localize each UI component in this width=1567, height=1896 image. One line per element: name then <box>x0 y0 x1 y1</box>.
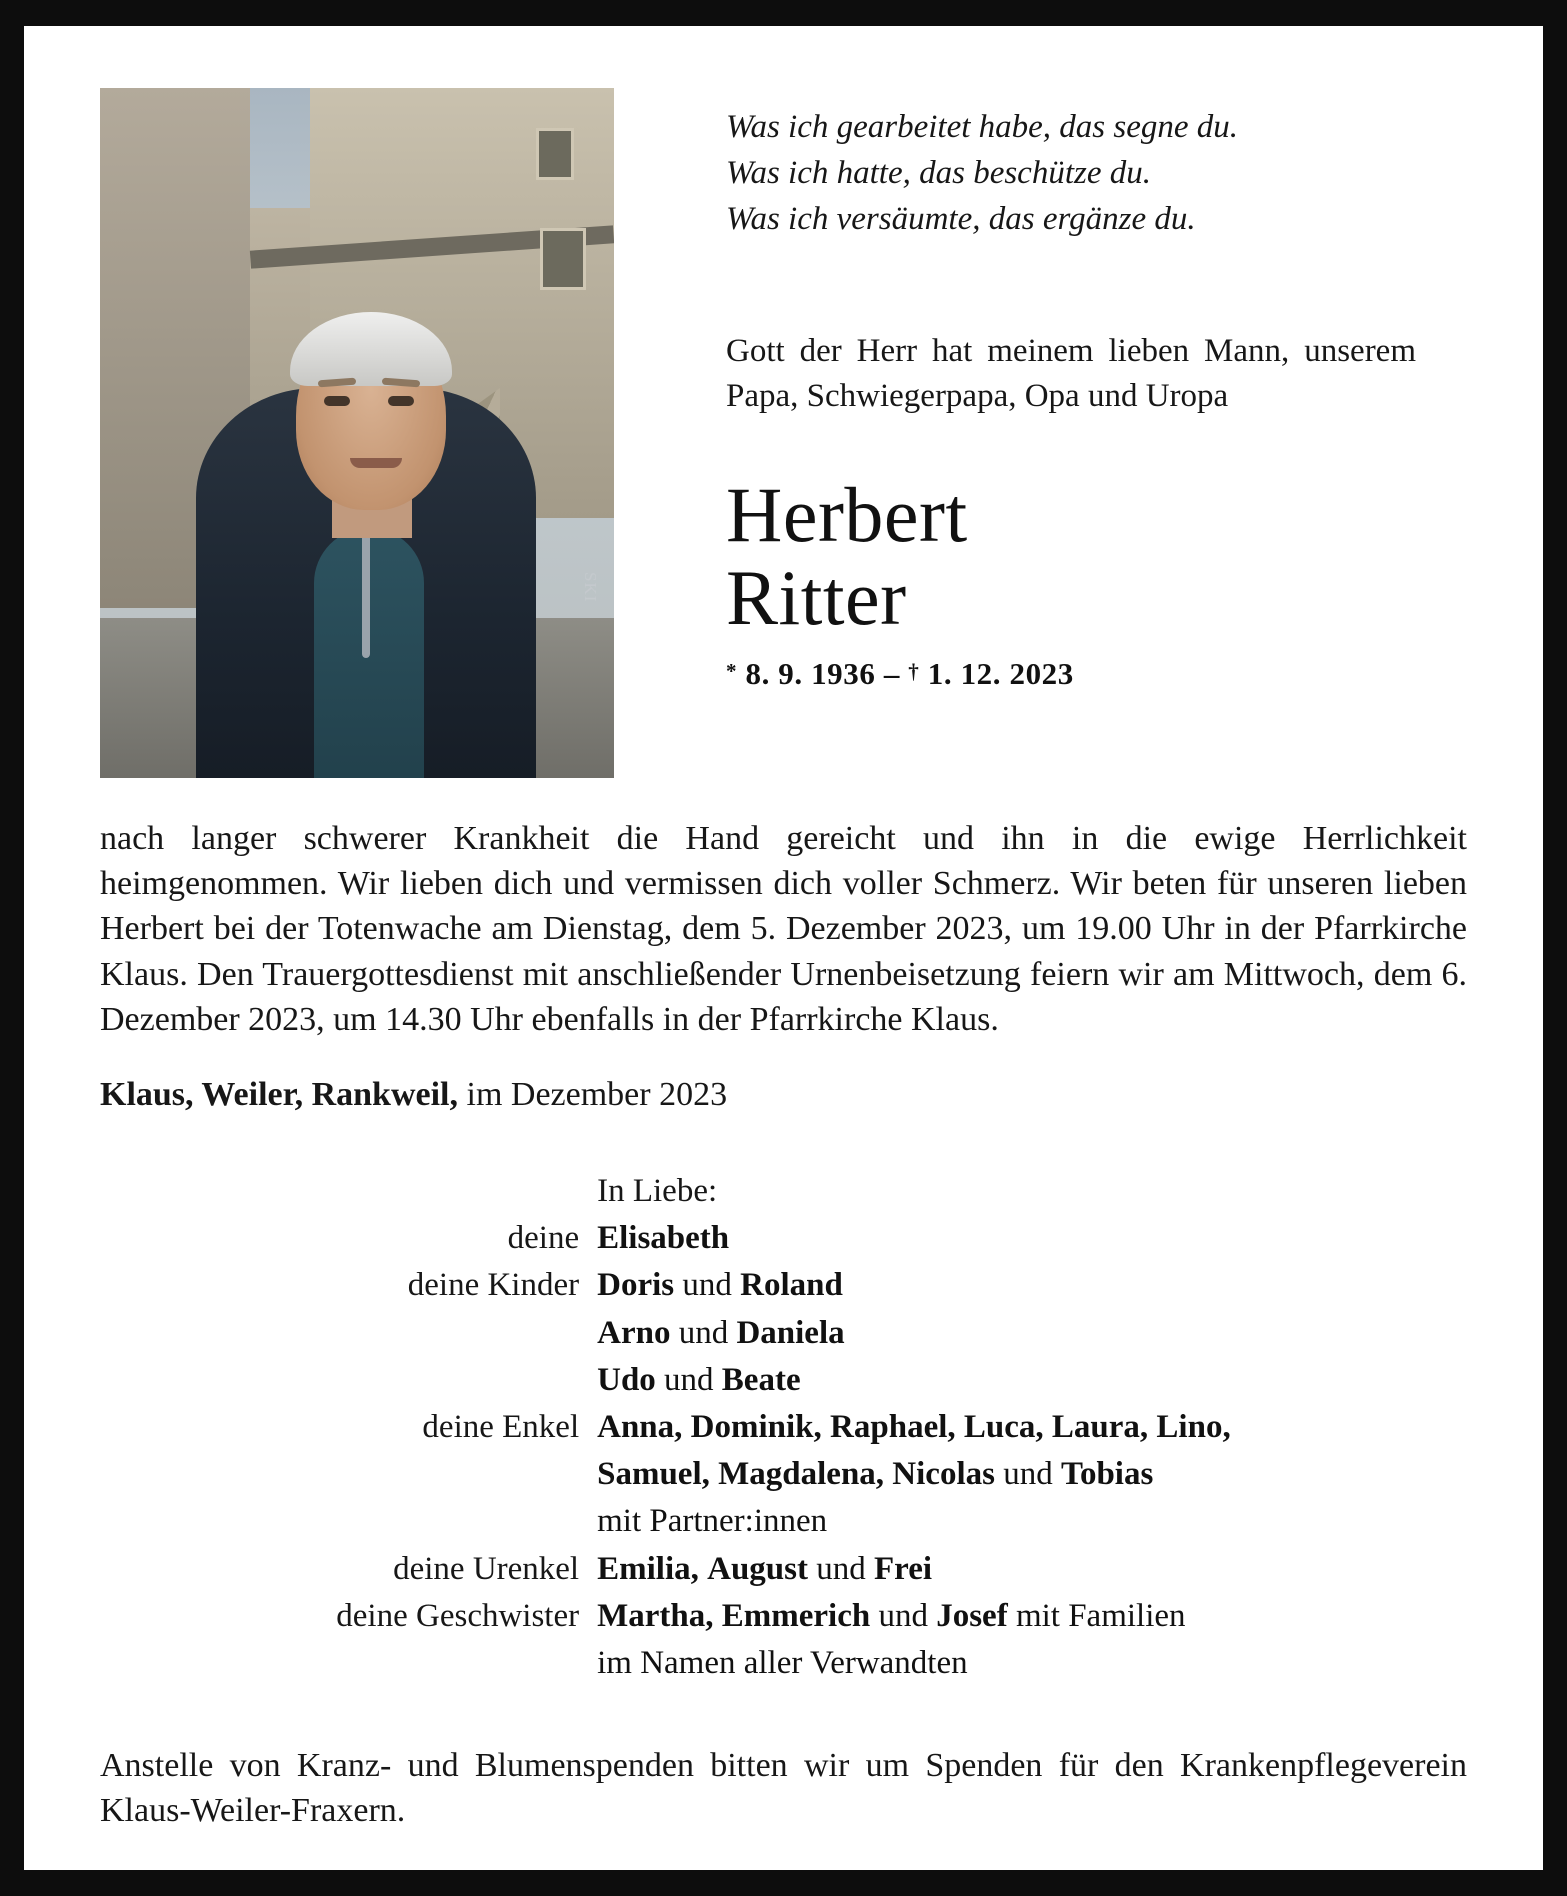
family-names: im Namen aller Verwandten <box>597 1644 968 1681</box>
places: Klaus, Weiler, Rankweil, <box>100 1076 458 1114</box>
life-dates <box>726 656 1467 692</box>
place-date-suffix: im Dezember 2023 <box>458 1076 728 1114</box>
family-role-label: deine Kinder <box>407 1267 580 1304</box>
family-role-label: deine Enkel <box>422 1409 580 1446</box>
family-names: Doris und Roland <box>597 1267 843 1304</box>
family-names: Martha, Emmerich und Josef mit Familien <box>597 1597 1186 1634</box>
photo-person-eye-left <box>324 396 350 406</box>
photo-window-upper <box>536 128 574 180</box>
family-role-label <box>336 1640 579 1687</box>
verse-line-1: Was ich gearbeitet habe, das segne du. <box>726 109 1239 145</box>
family-names: Emilia, August und Frei <box>597 1550 933 1587</box>
family-role-label: deine Urenkel <box>393 1550 580 1587</box>
verse-line-2: Was ich hatte, das beschütze du. <box>726 155 1151 192</box>
family-role-label: deine Geschwister <box>336 1597 580 1634</box>
memorial-verse <box>726 104 1467 243</box>
birth-star-icon: * <box>726 658 738 683</box>
donation-note: Anstelle von Kranz- und Blumenspenden bitten wir um Spenden für den Krankenpflegeverein Klaus-Weiler-Fraxern. <box>100 1747 1467 1830</box>
family-names: Arno und Daniela <box>597 1314 845 1351</box>
family-names: Anna, Dominik, Raphael, Luca, Laura, Lino, <box>597 1409 1231 1446</box>
photo-person-eye-right <box>388 396 414 406</box>
family-list <box>336 1168 1230 1687</box>
header-text-column <box>614 88 1467 692</box>
main-body-paragraph: nach langer schwerer Krankheit die Hand gereicht und ihn in die ewige Herrlichkeit heimgenommen. Wir lieben dich und vermissen dich voller Schmerz. Wir beten für unseren lieben Herbert bei der Totenwache am Dienstag, dem 5. Dezember 2023, um 19.00 Uhr in der Pfarrkirche Klaus. Den Trauergottesdienst mit anschließender Urnenbeisetzung feiern wir am Mittwoch, dem 6. Dezember 2023, um 14.30 Uhr ebenfalls in der Pfarrkirche Klaus. <box>100 820 1467 1038</box>
date-separator: – <box>883 655 900 691</box>
intro-paragraph: Gott der Herr hat meinem lieben Mann, unserem Papa, Schwiegerpapa, Opa und Uropa <box>726 332 1416 414</box>
family-block <box>100 1168 1467 1687</box>
photo-person-mouth <box>350 458 402 468</box>
portrait-container <box>100 88 614 778</box>
family-role-label <box>336 1357 579 1404</box>
family-heading: In Liebe: <box>597 1173 718 1210</box>
photo-window-lower <box>540 228 586 290</box>
family-names: Elisabeth <box>597 1220 730 1257</box>
deceased-name <box>726 470 1467 642</box>
birth-date: 8. 9. 1936 <box>745 655 876 691</box>
family-role-label <box>336 1451 579 1498</box>
death-cross-icon: † <box>908 658 920 683</box>
family-role-label <box>336 1498 579 1545</box>
family-role-label <box>336 1310 579 1357</box>
obituary-card <box>24 26 1543 1870</box>
photo-jacket-logo: SKI <box>581 572 600 603</box>
place-and-date-line <box>100 1076 1467 1114</box>
family-names: Samuel, Magdalena, Nicolas und Tobias <box>597 1456 1154 1493</box>
portrait-photo <box>100 88 614 778</box>
family-names: mit Partner:innen <box>597 1503 828 1540</box>
family-names: Udo und Beate <box>597 1361 801 1398</box>
death-date: 1. 12. 2023 <box>927 655 1074 691</box>
deceased-last-name: Ritter <box>726 554 907 642</box>
header-area <box>100 88 1467 778</box>
verse-line-3: Was ich versäumte, das ergänze du. <box>726 201 1196 238</box>
deceased-first-name: Herbert <box>726 470 968 558</box>
family-role-label: deine <box>507 1220 580 1257</box>
